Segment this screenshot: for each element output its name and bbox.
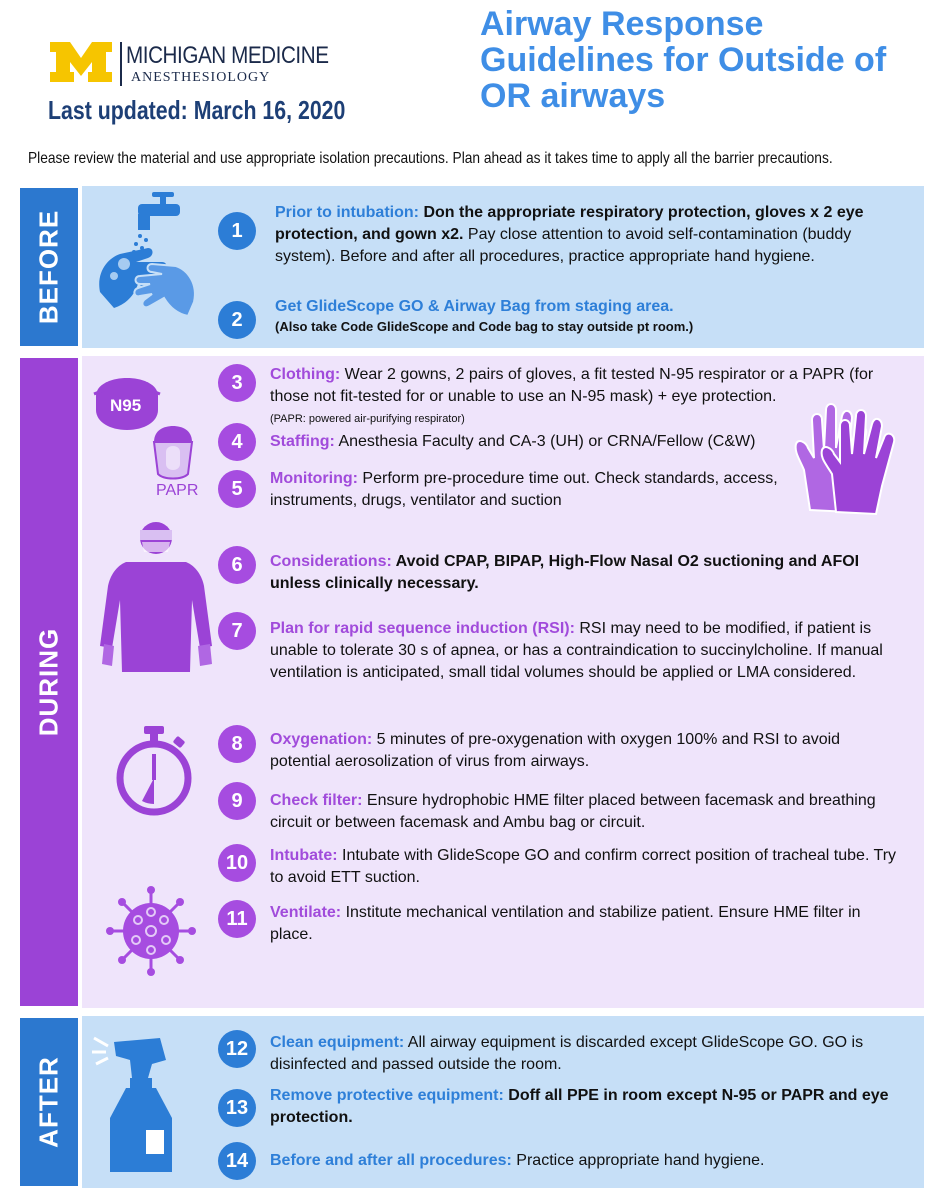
step-1-bold: Don the appropriate respiratory protection, gloves x 2 eye protection, and gown x2. (275, 204, 864, 243)
step-9-heading: Check filter: (270, 792, 363, 809)
step-3-note: (PAPR: powered air-purifying respirator) (270, 413, 465, 425)
step-2-note: (Also take Code GlideScope and Code bag to stay outside pt room.) (275, 319, 694, 334)
step-4-number: 4 (218, 423, 256, 461)
step-3-text (270, 364, 900, 430)
step-3-number: 3 (218, 364, 256, 402)
gowned-clinician-icon (96, 516, 216, 676)
step-3-heading: Clothing: (270, 366, 341, 383)
step-12-body: All airway equipment is discarded except GlideScope GO. GO is disinfected and passed outside the room. (270, 1034, 864, 1073)
step-13-bold: Doff all PPE in room except N-95 or PAPR and eye protection. (270, 1087, 889, 1126)
step-11-heading: Ventilate: (270, 904, 342, 921)
step-12-number: 12 (218, 1030, 256, 1068)
step-5-number: 5 (218, 470, 256, 508)
step-12-heading: Clean equipment: (270, 1034, 405, 1051)
step-14-heading: Before and after all procedures: (270, 1152, 512, 1169)
step-8-number: 8 (218, 725, 256, 763)
papr-label: PAPR (156, 482, 199, 499)
step-7-body: RSI may need to be modified, if patient is unable to tolerate 30 s of apnea, or has a contraindication to succinylcholine. If manual ventilation is anticipated, small tidal volumes should be applied or LMA considered. (270, 620, 883, 681)
step-10-number: 10 (218, 844, 256, 882)
step-6-text (270, 551, 900, 595)
step-13-heading: Remove protective equipment: (270, 1087, 504, 1104)
step-14-text (270, 1150, 900, 1172)
intro-text: Please review the material and use appropriate isolation precautions. Plan ahead as it takes time to apply all the barrier precautions. (28, 150, 833, 167)
before-tab (18, 186, 80, 348)
step-12-text (270, 1032, 900, 1076)
step-4-text (270, 431, 810, 453)
step-1-body: Pay close attention to avoid self-contamination (buddy system). Before and after all procedures, practice appropriate hand hygiene. (275, 226, 852, 265)
step-11-body: Institute mechanical ventilation and stabilize patient. Ensure HME filter in place. (270, 904, 861, 943)
step-5-body: Perform pre-procedure time out. Check standards, access, instruments, drugs, ventilator and suction (270, 470, 778, 509)
step-1-heading: Prior to intubation: (275, 204, 419, 221)
during-label: DURING (33, 627, 64, 737)
step-10-body: Intubate with GlideScope GO and confirm correct position of tracheal tube. Try to avoid ETT suction. (270, 847, 897, 886)
step-5-heading: Monitoring: (270, 470, 358, 487)
step-9-body: Ensure hydrophobic HME filter placed between facemask and breathing circuit or between facemask and Ambu bag or circuit. (270, 792, 876, 831)
step-13-text (270, 1085, 900, 1129)
papr-hood-icon (148, 424, 198, 484)
step-6-heading: Considerations: (270, 553, 392, 570)
step-3-body: Wear 2 gowns, 2 pairs of gloves, a fit tested N-95 respirator or a PAPR (for those not fit-tested for or unable to use an N-95 mask) + eye protection. (270, 366, 874, 405)
step-2-heading: Get GlideScope GO & Airway Bag from staging area. (275, 298, 674, 315)
step-8-text (270, 729, 900, 773)
step-4-heading: Staffing: (270, 433, 335, 450)
step-10-heading: Intubate: (270, 847, 338, 864)
step-5-text (270, 468, 790, 512)
step-6-bold: Avoid CPAP, BIPAP, High-Flow Nasal O2 suctioning and AFOI unless clinically necessary. (270, 553, 860, 592)
handwash-icon (90, 192, 210, 322)
step-11-text (270, 902, 890, 946)
step-2-text (275, 296, 915, 336)
after-tab (18, 1016, 80, 1188)
before-label: BEFORE (33, 209, 64, 325)
step-7-number: 7 (218, 612, 256, 650)
spray-bottle-icon (90, 1030, 200, 1180)
step-8-body: 5 minutes of pre-oxygenation with oxygen 100% and RSI to avoid potential aerosolization of virus from airways. (270, 731, 841, 770)
stopwatch-icon (112, 724, 196, 818)
brand-divider (120, 42, 122, 86)
step-4-body: Anesthesia Faculty and CA-3 (UH) or CRNA/Fellow (C&W) (334, 433, 756, 450)
step-2-number: 2 (218, 301, 256, 339)
step-13-number: 13 (218, 1089, 256, 1127)
michigan-block-m-logo (48, 40, 114, 84)
brand-subtitle: ANESTHESIOLOGY (131, 70, 271, 85)
page-title: Airway Response Guidelines for Outside of OR airways (480, 5, 887, 115)
during-tab (18, 356, 80, 1008)
step-7-heading: Plan for rapid sequence induction (RSI): (270, 620, 575, 637)
step-7-text (270, 618, 890, 684)
last-updated: Last updated: March 16, 2020 (48, 95, 346, 125)
step-9-text (270, 790, 890, 834)
step-9-number: 9 (218, 782, 256, 820)
step-11-number: 11 (218, 900, 256, 938)
step-6-number: 6 (218, 546, 256, 584)
step-8-heading: Oxygenation: (270, 731, 373, 748)
virus-icon (106, 886, 196, 976)
step-14-number: 14 (218, 1142, 256, 1180)
step-1-number: 1 (218, 212, 256, 250)
step-10-text (270, 845, 910, 889)
step-1-text (275, 202, 915, 268)
after-label: AFTER (33, 1056, 64, 1148)
n95-label: N95 (110, 396, 142, 415)
brand-name: MICHIGAN MEDICINE (126, 42, 329, 69)
logo-block (48, 40, 114, 84)
step-14-body: Practice appropriate hand hygiene. (511, 1152, 765, 1169)
